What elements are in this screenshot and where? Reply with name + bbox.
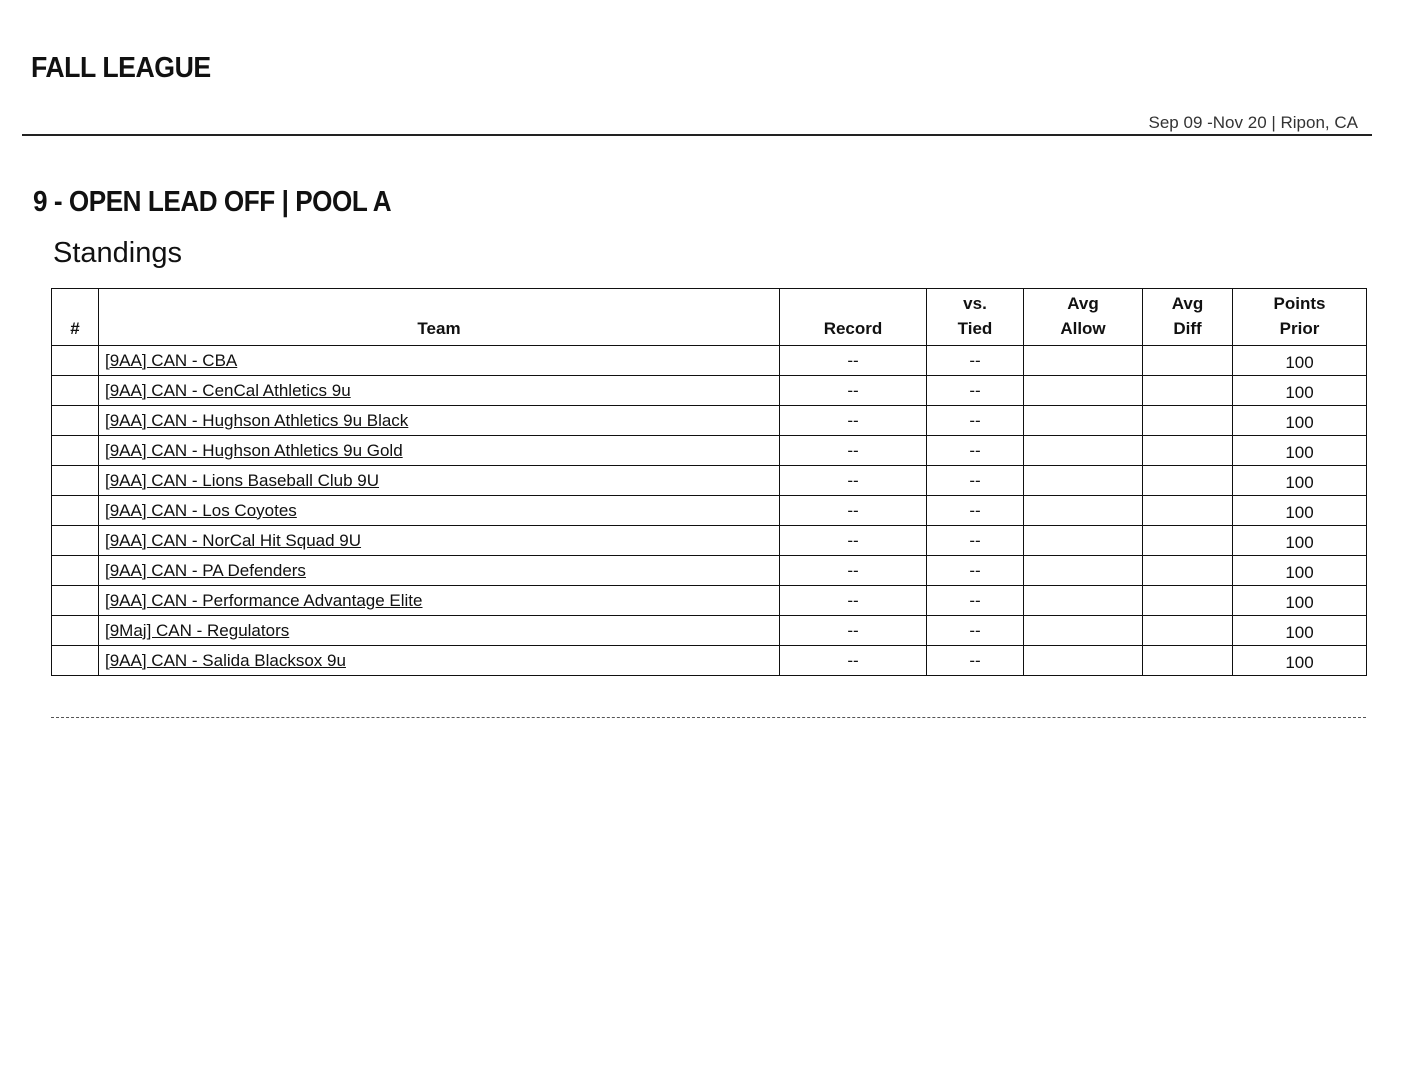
table-row: [52, 616, 1367, 646]
avg-diff-cell: [1143, 466, 1233, 496]
avg-allow-cell: [1024, 646, 1143, 676]
avg-allow-cell: [1024, 556, 1143, 586]
column-header-avg-allow: Avg Allow: [1024, 289, 1143, 346]
team-link[interactable]: [9AA] CAN - PA Defenders: [105, 560, 306, 580]
avg-allow-cell: [1024, 526, 1143, 556]
event-dates-location: Sep 09 -Nov 20 | Ripon, CA: [1148, 113, 1358, 132]
avg-diff-cell: [1143, 526, 1233, 556]
points-prior-cell: 100: [1233, 556, 1367, 586]
avg-diff-cell: [1143, 376, 1233, 406]
record-cell: --: [780, 646, 927, 676]
column-header-rank: #: [52, 289, 99, 346]
vs-tied-cell: --: [927, 586, 1024, 616]
avg-diff-cell: [1143, 406, 1233, 436]
vs-tied-cell: --: [927, 526, 1024, 556]
team-link[interactable]: [9AA] CAN - Los Coyotes: [105, 500, 297, 520]
team-link[interactable]: [9AA] CAN - Hughson Athletics 9u Gold: [105, 440, 403, 460]
avg-allow-cell: [1024, 496, 1143, 526]
vs-tied-cell: --: [927, 466, 1024, 496]
team-cell: [99, 346, 780, 376]
team-cell: [99, 556, 780, 586]
column-header-vs-tied: vs. Tied: [927, 289, 1024, 346]
team-cell: [99, 406, 780, 436]
vs-tied-cell: --: [927, 616, 1024, 646]
avg-diff-cell: [1143, 556, 1233, 586]
team-cell: [99, 376, 780, 406]
points-prior-cell: 100: [1233, 406, 1367, 436]
team-cell: [99, 466, 780, 496]
table-row: [52, 526, 1367, 556]
rank-cell: [52, 376, 99, 406]
avg-allow-cell: [1024, 586, 1143, 616]
points-prior-cell: 100: [1233, 586, 1367, 616]
points-prior-cell: 100: [1233, 466, 1367, 496]
table-row: [52, 646, 1367, 676]
column-header-points-prior: Points Prior: [1233, 289, 1367, 346]
record-cell: --: [780, 376, 927, 406]
avg-diff-cell: [1143, 496, 1233, 526]
table-row: [52, 376, 1367, 406]
points-prior-cell: 100: [1233, 616, 1367, 646]
table-row: [52, 496, 1367, 526]
pool-title: 9 - OPEN LEAD OFF | POOL A: [33, 186, 392, 218]
team-cell: [99, 436, 780, 466]
team-link[interactable]: [9AA] CAN - Lions Baseball Club 9U: [105, 470, 380, 490]
points-prior-cell: 100: [1233, 646, 1367, 676]
points-prior-cell: 100: [1233, 496, 1367, 526]
team-link[interactable]: [9AA] CAN - CBA: [105, 350, 238, 370]
avg-allow-cell: [1024, 376, 1143, 406]
record-cell: --: [780, 616, 927, 646]
vs-tied-cell: --: [927, 346, 1024, 376]
vs-tied-cell: --: [927, 436, 1024, 466]
record-cell: --: [780, 346, 927, 376]
avg-allow-cell: [1024, 346, 1143, 376]
team-cell: [99, 616, 780, 646]
rank-cell: [52, 616, 99, 646]
table-row: [52, 586, 1367, 616]
league-title: FALL LEAGUE: [31, 52, 211, 84]
team-cell: [99, 646, 780, 676]
record-cell: --: [780, 556, 927, 586]
standings-heading: Standings: [53, 237, 182, 269]
points-prior-cell: 100: [1233, 436, 1367, 466]
record-cell: --: [780, 496, 927, 526]
avg-diff-cell: [1143, 586, 1233, 616]
record-cell: --: [780, 436, 927, 466]
avg-allow-cell: [1024, 436, 1143, 466]
vs-tied-cell: --: [927, 406, 1024, 436]
vs-tied-cell: --: [927, 376, 1024, 406]
table-row: [52, 556, 1367, 586]
table-row: [52, 406, 1367, 436]
rank-cell: [52, 496, 99, 526]
table-row: [52, 346, 1367, 376]
team-link[interactable]: [9AA] CAN - Performance Advantage Elite: [105, 590, 423, 610]
rank-cell: [52, 646, 99, 676]
column-header-avg-diff: Avg Diff: [1143, 289, 1233, 346]
table-row: [52, 466, 1367, 496]
avg-diff-cell: [1143, 646, 1233, 676]
record-cell: --: [780, 586, 927, 616]
rank-cell: [52, 586, 99, 616]
column-header-team: Team: [99, 289, 780, 346]
record-cell: --: [780, 466, 927, 496]
avg-diff-cell: [1143, 346, 1233, 376]
rank-cell: [52, 406, 99, 436]
avg-diff-cell: [1143, 616, 1233, 646]
vs-tied-cell: --: [927, 496, 1024, 526]
rank-cell: [52, 556, 99, 586]
team-link[interactable]: [9Maj] CAN - Regulators: [105, 620, 290, 640]
team-link[interactable]: [9AA] CAN - NorCal Hit Squad 9U: [105, 530, 362, 550]
rank-cell: [52, 526, 99, 556]
team-link[interactable]: [9AA] CAN - Salida Blacksox 9u: [105, 650, 346, 670]
avg-diff-cell: [1143, 436, 1233, 466]
header-divider: [22, 134, 1372, 136]
record-cell: --: [780, 406, 927, 436]
team-link[interactable]: [9AA] CAN - CenCal Athletics 9u: [105, 380, 351, 400]
table-row: [52, 436, 1367, 466]
footer-divider: [51, 717, 1366, 718]
avg-allow-cell: [1024, 616, 1143, 646]
team-cell: [99, 526, 780, 556]
rank-cell: [52, 346, 99, 376]
vs-tied-cell: --: [927, 646, 1024, 676]
team-cell: [99, 586, 780, 616]
standings-table: [51, 288, 1367, 676]
avg-allow-cell: [1024, 466, 1143, 496]
avg-allow-cell: [1024, 406, 1143, 436]
points-prior-cell: 100: [1233, 376, 1367, 406]
vs-tied-cell: --: [927, 556, 1024, 586]
points-prior-cell: 100: [1233, 526, 1367, 556]
standings-header-row: [52, 289, 1367, 346]
rank-cell: [52, 466, 99, 496]
points-prior-cell: 100: [1233, 346, 1367, 376]
team-cell: [99, 496, 780, 526]
record-cell: --: [780, 526, 927, 556]
team-link[interactable]: [9AA] CAN - Hughson Athletics 9u Black: [105, 410, 409, 430]
column-header-record: Record: [780, 289, 927, 346]
rank-cell: [52, 436, 99, 466]
